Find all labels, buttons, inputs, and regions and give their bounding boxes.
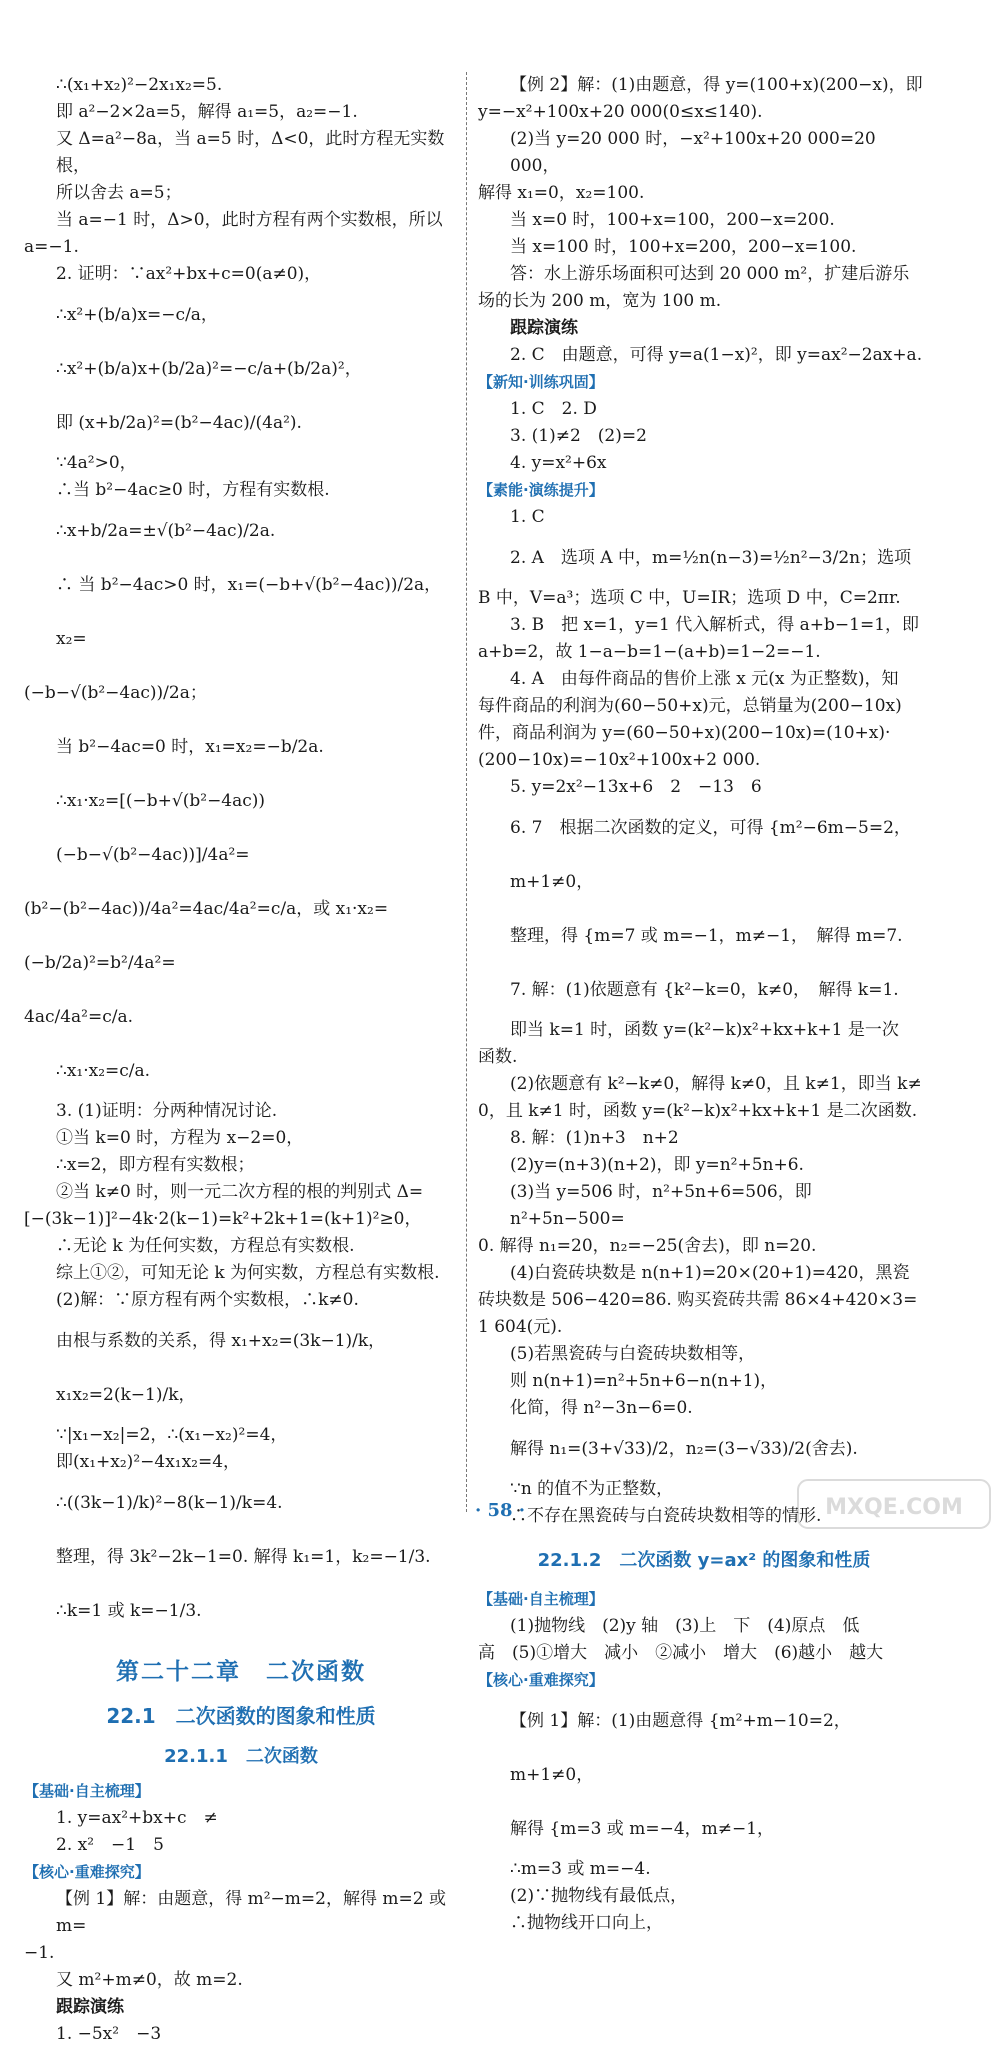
text-line: ∴当 b²−4ac≥0 时，方程有实数根. bbox=[56, 480, 330, 500]
text-line: ∴不存在黑瓷砖与白瓷砖块数相等的情形. bbox=[510, 1506, 822, 1526]
label-xinzhi: 【新知·训练巩固】 bbox=[478, 373, 604, 391]
text-line: 答：水上游乐场面积可达到 20 000 m²，扩建后游乐 bbox=[510, 264, 910, 284]
text-line: ②当 k≠0 时，则一元二次方程的根的判别式 Δ= bbox=[56, 1182, 424, 1202]
text-line: ∵n 的值不为正整数， bbox=[510, 1479, 674, 1499]
subsection-title-right: 22.1.2 二次函数 y=ax² 的图象和性质 bbox=[537, 1550, 871, 1571]
text-line: (4)白瓷砖块数是 n(n+1)=20×(20+1)=420，黑瓷 bbox=[510, 1263, 910, 1283]
text-line: (2)∵抛物线有最低点， bbox=[510, 1886, 688, 1906]
text-line: (2)当 y=20 000 时，−x²+100x+20 000=20 000， bbox=[510, 129, 882, 176]
watermark-logo bbox=[794, 1474, 994, 1534]
text-line: 7. 解：(1)依题意有 {k²−k=0，k≠0， 解得 k=1. bbox=[510, 980, 899, 1000]
text-line: 即 (x+b/2a)²=(b²−4ac)/(4a²). bbox=[56, 413, 302, 433]
page-number: · 58 · bbox=[474, 1500, 526, 1521]
text-line: 砖块数是 506−420=86. 购买瓷砖共需 86×4+420×3= bbox=[478, 1290, 918, 1310]
text-line: 整理，得 3k²−2k−1=0. 解得 k₁=1，k₂=−1/3. bbox=[56, 1547, 431, 1567]
right-lines-d bbox=[478, 1613, 930, 1667]
text-line: ∴k=1 或 k=−1/3. bbox=[56, 1601, 202, 1621]
text-line: 当 x=0 时，100+x=100，200−x=200. bbox=[510, 210, 835, 230]
text-line: ∴x+b/2a=±√(b²−4ac)/2a. bbox=[56, 521, 276, 541]
text-line: 3. (1)证明：分两种情况讨论. bbox=[56, 1101, 278, 1121]
text-line: ∴(x₁+x₂)²−2x₁x₂=5. bbox=[56, 75, 223, 95]
text-line: 当 x=100 时，100+x=200，200−x=100. bbox=[510, 237, 857, 257]
left-column bbox=[24, 72, 458, 2048]
text-line: 【例 2】解：(1)由题意，得 y=(100+x)(200−x)，即 bbox=[510, 75, 923, 95]
text-line: 跟踪演练 bbox=[56, 1997, 124, 2017]
text-line: 【例 1】解：由题意，得 m²−m=2，解得 m=2 或 m= bbox=[56, 1889, 452, 1936]
text-line: a+b=2，故 1−a−b=1−(a+b)=1−2=−1. bbox=[478, 642, 821, 662]
text-line: B 中，V=a³；选项 C 中，U=IR；选项 D 中，C=2πr. bbox=[478, 588, 901, 608]
label-suneng: 【素能·演练提升】 bbox=[478, 481, 604, 499]
text-line: 4ac/4a²=c/a. bbox=[24, 1007, 133, 1027]
text-line: 5. y=2x²−13x+6 2 −13 6 bbox=[510, 777, 762, 797]
text-line: a=−1. bbox=[24, 237, 79, 257]
text-line: ∴无论 k 为任何实数，方程总有实数根. bbox=[56, 1236, 355, 1256]
right-lines-b bbox=[478, 396, 930, 477]
text-line: ∴x₁·x₂=c/a. bbox=[56, 1061, 151, 1081]
text-line: 函数. bbox=[478, 1047, 518, 1067]
text-line: 0. 解得 n₁=20，n₂=−25(舍去)，即 n=20. bbox=[478, 1236, 817, 1256]
text-line: [−(3k−1)]²−4k·2(k−1)=k²+2k+1=(k+1)²≥0， bbox=[24, 1209, 422, 1229]
text-line: ∴x²+(b/a)x=−c/a， bbox=[56, 305, 218, 325]
text-line: 1. y=ax²+bx+c ≠ bbox=[56, 1808, 218, 1828]
text-line: (2)依题意有 k²−k≠0，解得 k≠0，且 k≠1，即当 k≠ bbox=[510, 1074, 922, 1094]
text-line: 跟踪演练 bbox=[510, 318, 578, 338]
text-line: (2)y=(n+3)(n+2)，即 y=n²+5n+6. bbox=[510, 1155, 804, 1175]
right-column bbox=[478, 72, 930, 1937]
text-line: 【例 1】解：(1)由题意得 {m²+m−10=2，m+1≠0， bbox=[510, 1711, 851, 1785]
left-lines-a bbox=[24, 72, 458, 1638]
text-line: 即 a²−2×2a=5，解得 a₁=5，a₂=−1. bbox=[56, 102, 358, 122]
text-line: 每件商品的利润为(60−50+x)元，总销量为(200−10x) bbox=[478, 696, 902, 716]
text-line: (5)若黑瓷砖与白瓷砖块数相等， bbox=[510, 1344, 756, 1364]
left-lines-b bbox=[24, 1805, 458, 1859]
watermark-text: MXQE.COM bbox=[825, 1495, 963, 1520]
text-line: 化简，得 n²−3n−6=0. bbox=[510, 1398, 693, 1418]
text-line: ∴ 当 b²−4ac>0 时，x₁=(−b+√(b²−4ac))/2a，x₂= bbox=[56, 575, 442, 649]
text-line: ①当 k=0 时，方程为 x−2=0， bbox=[56, 1128, 304, 1148]
text-line: 8. 解：(1)n+3 n+2 bbox=[510, 1128, 679, 1148]
text-line: −1. bbox=[24, 1943, 55, 1963]
text-line: 场的长为 200 m，宽为 100 m. bbox=[478, 291, 722, 311]
text-line: 3. (1)≠2 (2)=2 bbox=[510, 426, 647, 446]
text-line: 则 n(n+1)=n²+5n+6−n(n+1)， bbox=[510, 1371, 778, 1391]
text-line: ∴x²+(b/a)x+(b/2a)²=−c/a+(b/2a)²， bbox=[56, 359, 362, 379]
text-line: 3. B 把 x=1，y=1 代入解析式，得 a+b−1=1，即 bbox=[510, 615, 920, 635]
right-lines-a bbox=[478, 72, 930, 369]
text-line: ∴x=2，即方程有实数根； bbox=[56, 1155, 255, 1175]
column-divider bbox=[466, 72, 467, 1512]
text-line: 解得 n₁=(3+√33)/2，n₂=(3−√33)/2(舍去). bbox=[510, 1439, 858, 1459]
text-line: 又 m²+m≠0，故 m=2. bbox=[56, 1970, 243, 1990]
right-lines-c bbox=[478, 504, 930, 1530]
text-line: ∴m=3 或 m=−4. bbox=[510, 1859, 651, 1879]
text-line: (200−10x)=−10x²+100x+2 000. bbox=[478, 750, 761, 770]
text-line: 0，且 k≠1 时，函数 y=(k²−k)x²+kx+k+1 是二次函数. bbox=[478, 1101, 918, 1121]
text-line: ∵|x₁−x₂|=2，∴(x₁−x₂)²=4， bbox=[56, 1425, 288, 1445]
text-line: 4. y=x²+6x bbox=[510, 453, 607, 473]
text-line: 1 604(元). bbox=[478, 1317, 563, 1337]
text-line: (b²−(b²−4ac))/4a²=4ac/4a²=c/a，或 x₁·x₂=(−b/2a)²=b²/4a²= bbox=[24, 899, 389, 973]
section-title: 22.1 二次函数的图象和性质 bbox=[106, 1704, 376, 1728]
label-jichu-right: 【基础·自主梳理】 bbox=[478, 1590, 604, 1608]
text-line: 2. A 选项 A 中，m=½n(n−3)=½n²−3/2n；选项 bbox=[510, 548, 912, 568]
chapter-title: 第二十二章 二次函数 bbox=[116, 1659, 366, 1685]
text-line: 又 Δ=a²−8a，当 a=5 时，Δ<0，此时方程无实数根， bbox=[56, 129, 445, 176]
text-line: ∴抛物线开口向上， bbox=[510, 1913, 663, 1933]
text-line: 当 a=−1 时，Δ>0，此时方程有两个实数根，所以 bbox=[56, 210, 443, 230]
label-hexin: 【核心·重难探究】 bbox=[24, 1863, 150, 1881]
text-line: 所以舍去 a=5； bbox=[56, 183, 182, 203]
text-line: 解得 {m=3 或 m=−4，m≠−1， bbox=[510, 1819, 775, 1839]
text-line: ∴x₁·x₂=[(−b+√(b²−4ac))(−b−√(b²−4ac))]/4a²= bbox=[56, 791, 266, 865]
text-line: 1. C bbox=[510, 507, 545, 527]
text-line: 4. A 由每件商品的售价上涨 x 元(x 为正整数)，知 bbox=[510, 669, 899, 689]
text-line: 由根与系数的关系，得 x₁+x₂=(3k−1)/k，x₁x₂=2(k−1)/k， bbox=[56, 1331, 386, 1405]
label-jichu: 【基础·自主梳理】 bbox=[24, 1782, 150, 1800]
text-line: 即当 k=1 时，函数 y=(k²−k)x²+kx+k+1 是一次 bbox=[510, 1020, 899, 1040]
text-line: (2)解：∵原方程有两个实数根，∴k≠0. bbox=[56, 1290, 359, 1310]
text-line: ∴((3k−1)/k)²−8(k−1)/k=4. bbox=[56, 1493, 283, 1513]
text-line: 1. C 2. D bbox=[510, 399, 597, 419]
text-line: 当 b²−4ac=0 时，x₁=x₂=−b/2a. bbox=[56, 737, 324, 757]
text-line: (−b−√(b²−4ac))/2a； bbox=[24, 683, 207, 703]
text-line: 件，商品利润为 y=(60−50+x)(200−10x)=(10+x)· bbox=[478, 723, 891, 743]
subsection-title: 22.1.1 二次函数 bbox=[164, 1746, 318, 1767]
text-line: 综上①②，可知无论 k 为何实数，方程总有实数根. bbox=[56, 1263, 440, 1283]
text-line: 整理，得 {m=7 或 m=−1，m≠−1， 解得 m=7. bbox=[510, 926, 903, 946]
text-line: ∵4a²>0， bbox=[56, 453, 137, 473]
text-line: 2. 证明：∵ax²+bx+c=0(a≠0)， bbox=[56, 264, 322, 284]
text-line: 2. x² −1 5 bbox=[56, 1835, 164, 1855]
text-line: 1. −5x² −3 bbox=[56, 2024, 162, 2044]
text-line: 6. 7 根据二次函数的定义，可得 {m²−6m−5=2，m+1≠0， bbox=[510, 818, 911, 892]
right-lines-e bbox=[478, 1694, 930, 1937]
text-line: 高 (5)①增大 减小 ②减小 增大 (6)越小 越大 bbox=[478, 1643, 884, 1663]
text-line: 2. C 由题意，可得 y=a(1−x)²，即 y=ax²−2ax+a. bbox=[510, 345, 923, 365]
left-lines-c bbox=[24, 1886, 458, 2048]
label-hexin-right: 【核心·重难探究】 bbox=[478, 1671, 604, 1689]
text-line: y=−x²+100x+20 000(0≤x≤140). bbox=[478, 102, 763, 122]
text-line: 即(x₁+x₂)²−4x₁x₂=4， bbox=[56, 1452, 241, 1472]
text-line: (3)当 y=506 时，n²+5n+6=506，即 n²+5n−500= bbox=[510, 1182, 818, 1229]
text-line: (1)抛物线 (2)y 轴 (3)上 下 (4)原点 低 bbox=[510, 1616, 860, 1636]
text-line: 解得 x₁=0，x₂=100. bbox=[478, 183, 645, 203]
